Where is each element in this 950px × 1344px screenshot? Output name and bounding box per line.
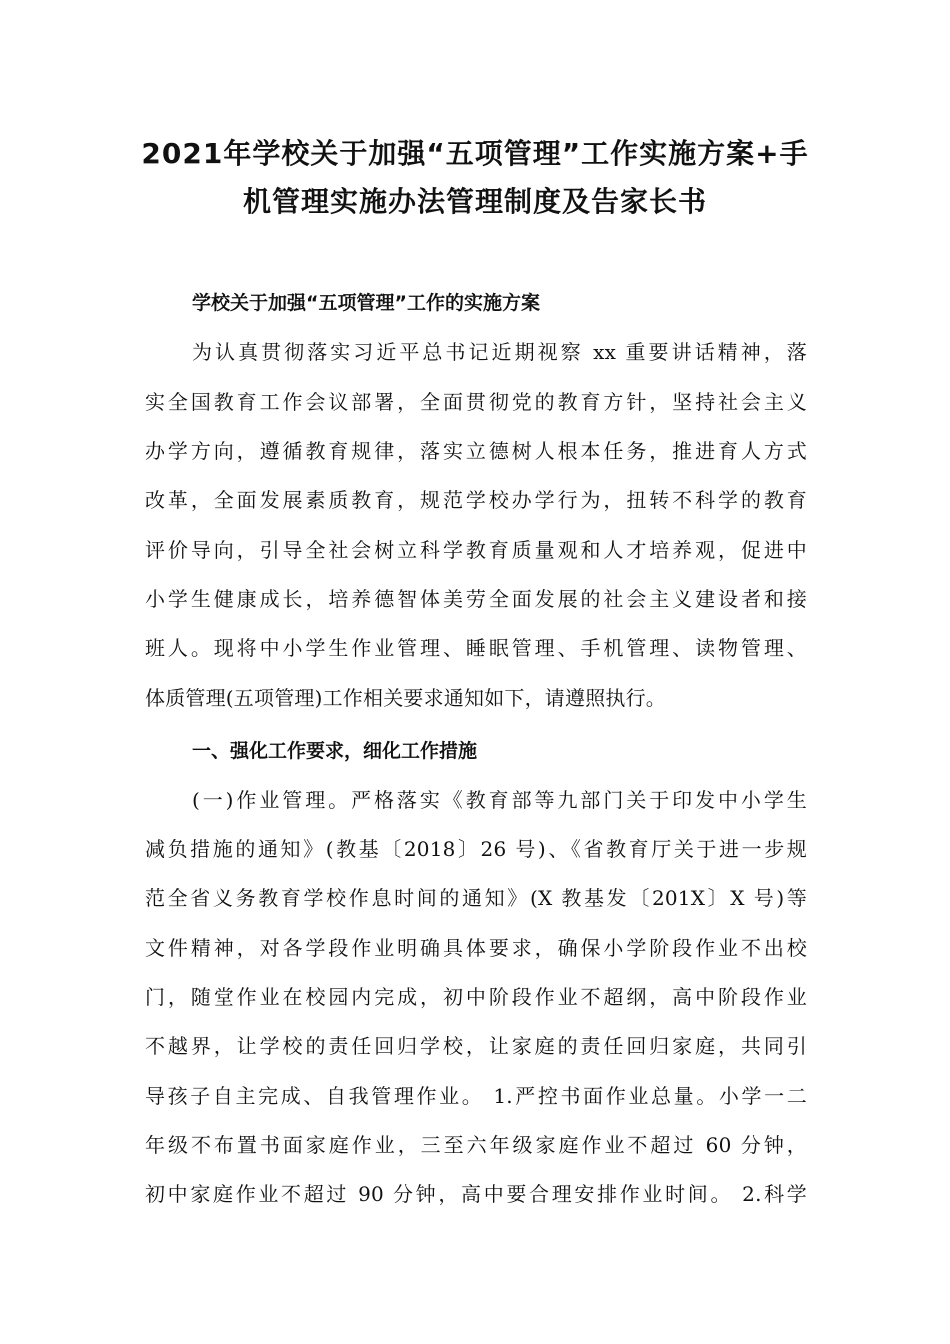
- paragraph-line: 班人。现将中小学生作业管理、睡眠管理、手机管理、读物管理、: [145, 636, 807, 660]
- paragraph-line: 范全省义务教育学校作息时间的通知》(X 教基发〔201X〕X 号)等: [145, 886, 807, 910]
- paragraph-line: 减负措施的通知》(教基〔2018〕26 号)、《省教育厅关于进一步规: [145, 837, 807, 861]
- paragraph-line: 体质管理(五项管理)工作相关要求通知如下，请遵照执行。: [145, 686, 667, 710]
- paragraph-line: 不越界，让学校的责任回归学校，让家庭的责任回归家庭，共同引: [145, 1034, 807, 1058]
- paragraph-line: 年级不布置书面家庭作业，三至六年级家庭作业不超过 60 分钟，: [145, 1133, 807, 1157]
- paragraph-line: 初中家庭作业不超过 90 分钟，高中要合理安排作业时间。 2.科学: [145, 1182, 807, 1206]
- document-title-line-1: 2021年学校关于加强“五项管理”工作实施方案+手: [141, 137, 809, 170]
- paragraph-line: 改革，全面发展素质教育，规范学校办学行为，扭转不科学的教育: [145, 488, 807, 512]
- paragraph-line: 为认真贯彻落实习近平总书记近期视察 xx 重要讲话精神，落: [192, 340, 807, 364]
- part-1-heading: 一、强化工作要求，细化工作措施: [192, 740, 478, 762]
- paragraph-line: 文件精神，对各学段作业明确具体要求，确保小学阶段作业不出校: [145, 936, 807, 960]
- paragraph-line: 导孩子自主完成、自我管理作业。 1.严控书面作业总量。小学一二: [145, 1084, 807, 1108]
- paragraph-line: 小学生健康成长，培养德智体美劳全面发展的社会主义建设者和接: [145, 587, 807, 611]
- paragraph-line: (一)作业管理。严格落实《教育部等九部门关于印发中小学生: [192, 788, 807, 812]
- section-heading: 学校关于加强“五项管理”工作的实施方案: [192, 292, 540, 314]
- paragraph-line: 评价导向，引导全社会树立科学教育质量观和人才培养观，促进中: [145, 538, 807, 562]
- paragraph-line: 办学方向，遵循教育规律，落实立德树人根本任务，推进育人方式: [145, 439, 807, 463]
- document-title-line-2: 机管理实施办法管理制度及告家长书: [242, 185, 707, 218]
- paragraph-line: 门，随堂作业在校园内完成，初中阶段作业不超纲，高中阶段作业: [145, 985, 807, 1009]
- paragraph-line: 实全国教育工作会议部署，全面贯彻党的教育方针，坚持社会主义: [145, 390, 807, 414]
